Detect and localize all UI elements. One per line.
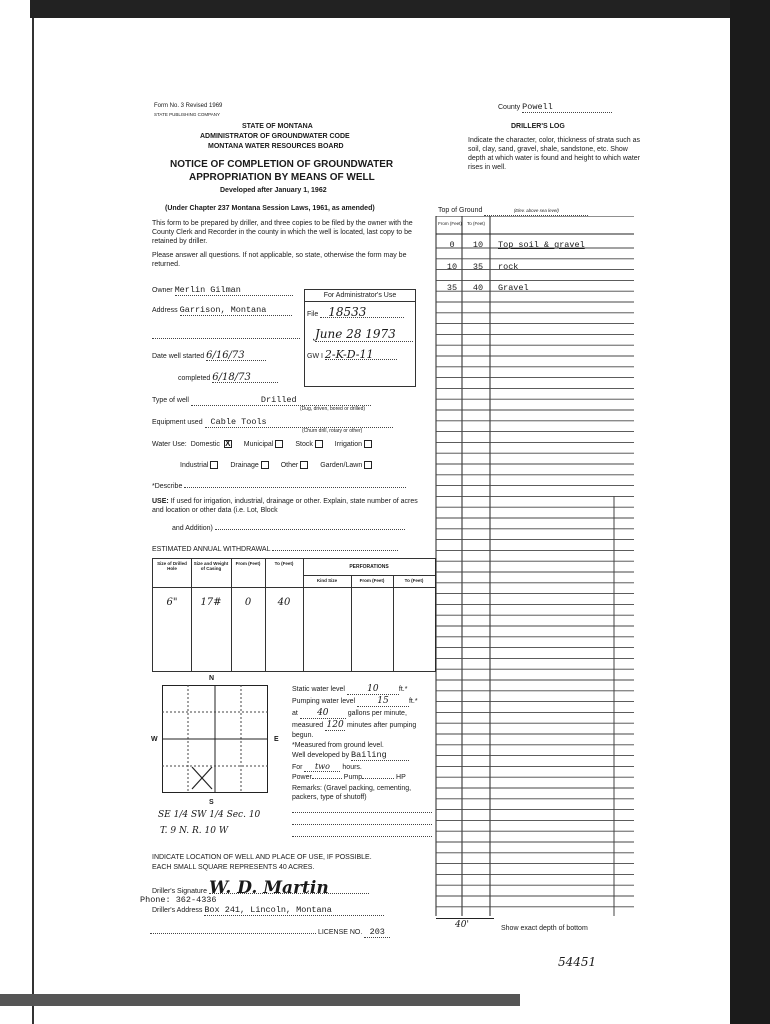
admin-file-label: File bbox=[307, 311, 319, 318]
township-range-line: T. 9 N. R. 10 W bbox=[160, 826, 229, 836]
date-completed-label: completed bbox=[178, 375, 211, 382]
bottom-depth-label: Show exact depth of bottom bbox=[501, 925, 588, 932]
addition-field bbox=[172, 524, 405, 533]
drillers-log-instructions: Indicate the character, color, thickness of strata such as soil, clay, sand, gravel, shale, sandstone, etc. Show depth at which water is found and height to which water rises in well. bbox=[468, 137, 640, 171]
log-row-3-to: 40 bbox=[472, 283, 484, 293]
hours-value: two bbox=[304, 762, 340, 772]
driller-address-value: Box 241, Lincoln, Montana bbox=[204, 906, 384, 916]
top-hint: (Elev. above sea level) bbox=[484, 206, 588, 216]
equipment-value: Cable Tools bbox=[205, 418, 393, 428]
admin-date: June 28 1973 bbox=[315, 327, 413, 342]
begun-label: begun. bbox=[292, 732, 314, 739]
drillers-log-table bbox=[434, 216, 634, 916]
use-irrigation: Irrigation bbox=[334, 441, 363, 448]
hours-label: hours. bbox=[342, 764, 362, 771]
notice-title-2: APPROPRIATION BY MEANS OF WELL bbox=[189, 172, 375, 183]
hours-field bbox=[292, 762, 362, 772]
developed-label: Well developed by bbox=[292, 752, 350, 759]
admin-gw bbox=[307, 350, 415, 361]
domestic-checkbox[interactable]: X bbox=[225, 439, 231, 449]
section-location-grid bbox=[162, 685, 268, 793]
scan-bottom-edge bbox=[0, 994, 520, 1006]
date-started-value: 6/16/73 bbox=[206, 351, 266, 361]
estimated-field bbox=[152, 545, 398, 554]
water-use-label: Water Use: bbox=[152, 441, 187, 448]
stamp-number: 54451 bbox=[558, 955, 597, 969]
date-started-label: Date well started bbox=[152, 353, 205, 360]
addition-label: and Addition) bbox=[172, 525, 213, 532]
perforations-header: PERFORATIONS bbox=[349, 564, 389, 570]
casing-cell-size: 17# bbox=[200, 597, 222, 608]
admin-box-title: For Administrator's Use bbox=[305, 290, 415, 302]
stock-checkbox[interactable] bbox=[315, 440, 323, 448]
total-depth-value: 40' bbox=[455, 920, 469, 930]
casing-cell-hole: 6" bbox=[166, 597, 178, 608]
pumping-rate bbox=[292, 709, 407, 719]
drillers-log-title: DRILLER'S LOG bbox=[511, 123, 565, 130]
measured-note: *Measured from ground level. bbox=[292, 742, 384, 749]
remarks-line-2 bbox=[292, 824, 432, 825]
log-row-2-from: 10 bbox=[446, 262, 458, 272]
developed-field bbox=[292, 751, 409, 761]
use-text: If used for irrigation, industrial, drainage or other. Explain, state number of acres and location or other data (i.e. Lot, Block bbox=[152, 498, 418, 514]
well-type-hint: (Dug, driven, bored or drilled) bbox=[300, 406, 366, 412]
top-of-ground bbox=[438, 206, 588, 216]
license-label: LICENSE NO. bbox=[317, 929, 363, 936]
water-use-row-2 bbox=[180, 461, 372, 470]
county-label: County bbox=[498, 104, 521, 111]
casing-header-to: To (Feet) bbox=[274, 561, 294, 566]
signature-label: Driller's Signature bbox=[152, 888, 208, 895]
well-type-field bbox=[152, 396, 371, 406]
use-label: USE: bbox=[152, 498, 169, 505]
use-domestic: Domestic bbox=[190, 441, 220, 448]
compass-west: W bbox=[151, 736, 158, 743]
log-row-1-to: 10 bbox=[472, 240, 484, 250]
casing-table bbox=[152, 558, 436, 672]
describe-field bbox=[152, 482, 406, 491]
for-label: For bbox=[292, 764, 303, 771]
county-value: Powell bbox=[522, 103, 612, 113]
compass-east: E bbox=[274, 736, 279, 743]
log-row-1-from: 0 bbox=[449, 240, 455, 250]
log-header-from: From (Feet) bbox=[438, 221, 462, 226]
perf-header-kind: Kind Size bbox=[316, 578, 338, 583]
administrator-box bbox=[304, 289, 416, 387]
use-garden: Garden/Lawn bbox=[320, 462, 363, 469]
addition-line bbox=[215, 529, 405, 530]
remarks-line-1 bbox=[292, 812, 432, 813]
log-row-3-desc: Gravel bbox=[498, 283, 529, 293]
estimated-line bbox=[272, 550, 398, 551]
estimated-label: ESTIMATED ANNUAL WITHDRAWAL bbox=[152, 546, 271, 553]
log-header-to: To (Feet) bbox=[466, 221, 485, 226]
driller-address-label: Driller's Address bbox=[152, 907, 203, 914]
address-value: Garrison, Montana bbox=[180, 306, 292, 316]
compass-north: N bbox=[209, 675, 215, 682]
use-municipal: Municipal bbox=[243, 441, 274, 448]
at-label: at bbox=[292, 710, 298, 717]
describe-line bbox=[184, 487, 406, 488]
signature-value: W. D. Martin bbox=[209, 884, 369, 894]
log-row-3-from: 35 bbox=[446, 283, 458, 293]
each-square: EACH SMALL SQUARE REPRESENTS 40 ACRES. bbox=[152, 864, 315, 871]
garden-checkbox[interactable] bbox=[364, 461, 372, 469]
gpm-label: gallons per minute, bbox=[347, 710, 407, 717]
admin-file-value: 18533 bbox=[320, 308, 404, 318]
scan-left-edge bbox=[0, 0, 34, 1024]
quarter-section-line: SE 1/4 SW 1/4 Sec. 10 bbox=[158, 810, 261, 820]
admin-gw-label: GW I bbox=[307, 353, 323, 360]
instructions-text-2: Please answer all questions. If not applicable, so state, otherwise the form may be returned. bbox=[152, 252, 407, 268]
casing-header-hole: Size of Drilled Hole bbox=[157, 561, 187, 571]
equipment-field bbox=[152, 418, 393, 428]
casing-cell-to: 40 bbox=[277, 597, 291, 608]
scan-top-edge bbox=[30, 0, 730, 18]
gpm-value: 40 bbox=[300, 709, 346, 719]
admin-gw-value: 2-K-D-11 bbox=[325, 350, 397, 360]
remarks-label: Remarks: (Gravel packing, cementing, packers, type of shutoff) bbox=[292, 785, 412, 801]
license-leader bbox=[150, 933, 316, 934]
use-other: Other bbox=[280, 462, 299, 469]
log-row-2-desc: rock bbox=[498, 262, 519, 272]
developed-value: Bailing bbox=[351, 751, 409, 761]
casing-cell-from: 0 bbox=[244, 597, 252, 608]
scan-right-edge bbox=[730, 0, 770, 1024]
owner-label: Owner bbox=[152, 287, 173, 294]
equipment-hint: (Churn drill, rotary or other) bbox=[302, 428, 363, 434]
minutes-value: 120 bbox=[326, 720, 344, 730]
compass-south: S bbox=[209, 799, 214, 806]
owner-value: Merlin Gilman bbox=[175, 286, 293, 296]
instructions-text: This form to be prepared by driller, and three copies to be filed by the owner with the County Clerk and Recorder in the county in which the well is located, last copy to be retained by driller. bbox=[152, 220, 413, 245]
total-depth-line bbox=[436, 918, 494, 919]
county-field bbox=[498, 103, 612, 113]
date-completed-value: 6/18/73 bbox=[212, 373, 278, 383]
log-row-1-desc: Top soil & gravel bbox=[498, 240, 585, 250]
license-field bbox=[150, 928, 390, 938]
power-field bbox=[292, 773, 406, 782]
static-unit: ft.* bbox=[398, 686, 408, 693]
address-label: Address bbox=[152, 307, 178, 314]
casing-header-from: From (Feet) bbox=[235, 561, 261, 566]
municipal-checkbox[interactable] bbox=[275, 440, 283, 448]
pump-label: Pump bbox=[343, 774, 363, 781]
pumping-value: 15 bbox=[357, 697, 409, 707]
log-row-2-to: 35 bbox=[472, 262, 484, 272]
describe-label: *Describe bbox=[152, 483, 183, 490]
top-label: Top of Ground bbox=[438, 207, 483, 214]
static-label: Static water level bbox=[292, 686, 345, 693]
static-value: 10 bbox=[347, 685, 399, 695]
hp-label: HP bbox=[396, 774, 406, 781]
printer-name: STATE PUBLISHING COMPANY bbox=[154, 112, 221, 117]
date-completed-field bbox=[178, 373, 278, 383]
perf-header-from: From (Feet) bbox=[359, 578, 385, 583]
use-explanation bbox=[152, 497, 418, 515]
irrigation-checkbox[interactable] bbox=[364, 440, 372, 448]
driller-phone: Phone: 362-4336 bbox=[140, 895, 217, 905]
pumping-unit: ft.* bbox=[408, 698, 418, 705]
well-type-label: Type of well bbox=[152, 397, 189, 404]
admin-file bbox=[307, 305, 415, 319]
board-title: MONTANA WATER RESOURCES BOARD bbox=[208, 143, 344, 150]
address-field bbox=[152, 306, 292, 316]
minutes-label: minutes after pumping bbox=[347, 722, 417, 729]
use-industrial: Industrial bbox=[180, 462, 209, 469]
equipment-label: Equipment used bbox=[152, 419, 203, 426]
remarks-line-3 bbox=[292, 836, 432, 837]
perf-header-to: To (Feet) bbox=[404, 578, 424, 583]
well-type-value: Drilled bbox=[191, 396, 371, 406]
use-drainage: Drainage bbox=[230, 462, 259, 469]
developed-date: Developed after January 1, 1962 bbox=[220, 187, 327, 194]
other-checkbox[interactable] bbox=[300, 461, 308, 469]
static-level bbox=[292, 685, 407, 695]
license-value: 203 bbox=[364, 928, 390, 938]
measured-time bbox=[292, 721, 416, 731]
owner-field bbox=[152, 286, 293, 296]
pumping-level bbox=[292, 697, 418, 707]
pumping-label: Pumping water level bbox=[292, 698, 356, 705]
water-use-row-1 bbox=[152, 440, 372, 449]
statute-line: (Under Chapter 237 Montana Session Laws, 1961, as amended) bbox=[165, 205, 375, 212]
date-started-field bbox=[152, 351, 266, 361]
use-stock: Stock bbox=[295, 441, 313, 448]
drainage-checkbox[interactable] bbox=[261, 461, 269, 469]
power-label: Power bbox=[292, 774, 312, 781]
driller-address-field bbox=[152, 906, 384, 916]
state-title: STATE OF MONTANA bbox=[242, 123, 313, 130]
notice-title-1: NOTICE OF COMPLETION OF GROUNDWATER bbox=[170, 159, 394, 170]
address-line-2 bbox=[152, 338, 300, 339]
administrator-title: ADMINISTRATOR OF GROUNDWATER CODE bbox=[200, 133, 350, 140]
measured-label: measured bbox=[292, 722, 324, 729]
industrial-checkbox[interactable] bbox=[210, 461, 218, 469]
casing-header-size: Size and Weight of Casing bbox=[193, 561, 229, 571]
indicate-location: INDICATE LOCATION OF WELL AND PLACE OF USE, IF POSSIBLE. bbox=[152, 854, 372, 861]
form-number: Form No. 3 Revised 1969 bbox=[154, 103, 223, 109]
